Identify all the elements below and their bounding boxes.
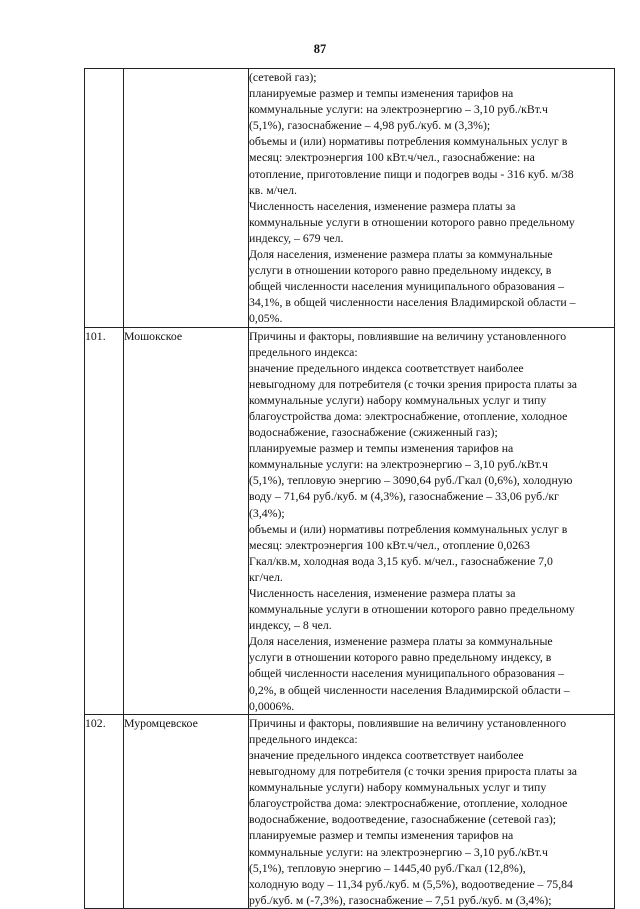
text-line: месяц: электроэнергия 100 кВт.ч/чел., отопление 0,0263 [249, 537, 530, 552]
row-number: 102. [85, 714, 124, 908]
description-cell [249, 69, 615, 328]
municipality-name: Муромцевское [124, 714, 249, 908]
text-line: предельного индекса: [249, 731, 358, 746]
text-line: благоустройства дома: электроснабжение, отопление, холодное [249, 796, 568, 811]
text-line: кг/чел. [249, 569, 283, 584]
text-line: услуги в отношении которого равно предельному индексу, в [249, 263, 552, 278]
text-line: коммунальные услуги: на электроэнергию – 3,10 руб./кВт.ч [249, 457, 548, 472]
text-line: водоснабжение, газоснабжение (сжиженный газ); [249, 425, 498, 440]
text-line: Численность населения, изменение размера платы за [249, 198, 516, 213]
text-line: благоустройства дома: электроснабжение, отопление, холодное [249, 408, 568, 423]
text-line: кв. м/чел. [249, 182, 297, 197]
text-line: коммунальные услуги: на электроэнергию – 3,10 руб./кВт.ч [249, 102, 548, 117]
text-line: коммунальные услуги) набору коммунальных услуг и типу [249, 780, 547, 795]
table-row [85, 327, 615, 714]
table-row [85, 714, 615, 908]
text-line: Доля населения, изменение размера платы за коммунальные [249, 247, 553, 262]
text-line: общей численности населения муниципального образования – [249, 666, 565, 681]
text-line: Причины и факторы, повлиявшие на величину установленного [249, 715, 567, 730]
text-line: значение предельного индекса соответствует наиболее [249, 360, 524, 375]
text-line: (5,1%), газоснабжение – 4,98 руб./куб. м (3,3%); [249, 118, 491, 133]
text-line: (5,1%), тепловую энергию – 1445,40 руб./Гкал (12,8%), [249, 860, 526, 875]
page-number: 87 [313, 42, 327, 56]
text-line: общей численности населения муниципального образования – [249, 279, 565, 294]
text-line: предельного индекса: [249, 344, 358, 359]
municipality-name [124, 69, 249, 328]
text-line: невыгодному для потребителя (с точки зрения прироста платы за [249, 764, 577, 779]
text-line: 0,0006%. [249, 698, 295, 713]
text-line: руб./куб. м (-7,3%), газоснабжение – 7,51 руб./куб. м (3,4%); [249, 892, 552, 907]
text-line: Гкал/кв.м, холодная вода 3,15 куб. м/чел., газоснабжение 7,0 [249, 553, 553, 568]
text-line: индексу, – 679 чел. [249, 230, 344, 245]
row-number [85, 69, 124, 328]
text-line: объемы и (или) нормативы потребления коммунальных услуг в [249, 134, 568, 149]
text-line: коммунальные услуги: на электроэнергию – 3,10 руб./кВт.ч [249, 844, 548, 859]
table-row [85, 69, 615, 328]
text-line: 0,2%, в общей численности населения Владимирской области – [249, 682, 570, 697]
municipality-name: Мошокское [124, 327, 249, 714]
text-line: коммунальные услуги в отношении которого равно предельному [249, 602, 575, 617]
description-cell [249, 327, 615, 714]
text-line: индексу, – 8 чел. [249, 618, 332, 633]
text-line: Доля населения, изменение размера платы за коммунальные [249, 634, 553, 649]
text-line: месяц: электроэнергия 100 кВт.ч/чел., газоснабжение: на [249, 150, 535, 165]
text-line: (3,4%); [249, 505, 285, 520]
text-line: невыгодному для потребителя (с точки зрения прироста платы за [249, 376, 577, 391]
text-line: коммунальные услуги в отношении которого равно предельному [249, 214, 575, 229]
row-number: 101. [85, 327, 124, 714]
text-line: отопление, приготовление пищи и подогрев воды - 316 куб. м/38 [249, 166, 574, 181]
text-line: 0,05%. [249, 311, 283, 326]
text-line: планируемые размер и темпы изменения тарифов на [249, 86, 514, 101]
text-line: объемы и (или) нормативы потребления коммунальных услуг в [249, 521, 568, 536]
text-line: планируемые размер и темпы изменения тарифов на [249, 828, 514, 843]
description-cell [249, 714, 615, 908]
text-line: Численность населения, изменение размера платы за [249, 586, 516, 600]
text-line: холодную воду – 11,34 руб./куб. м (5,5%), водоотведение – 75,84 [249, 876, 573, 891]
text-line: значение предельного индекса соответствует наиболее [249, 747, 524, 762]
text-line: воду – 71,64 руб./куб. м (4,3%), газоснабжение – 33,06 руб./кг [249, 489, 559, 504]
text-line: (5,1%), тепловую энергию – 3090,64 руб./Гкал (0,6%), холодную [249, 473, 573, 488]
text-line: (сетевой газ); [249, 70, 317, 84]
text-line: 34,1%, в общей численности населения Владимирской области – [249, 295, 576, 310]
document-table [84, 68, 615, 909]
text-line: услуги в отношении которого равно предельному индексу, в [249, 650, 552, 665]
text-line: Причины и факторы, повлиявшие на величину установленного [249, 328, 567, 343]
text-line: водоснабжение, водоотведение, газоснабжение (сетевой газ); [249, 812, 557, 827]
text-line: коммунальные услуги) набору коммунальных услуг и типу [249, 392, 547, 407]
text-line: планируемые размер и темпы изменения тарифов на [249, 441, 514, 456]
